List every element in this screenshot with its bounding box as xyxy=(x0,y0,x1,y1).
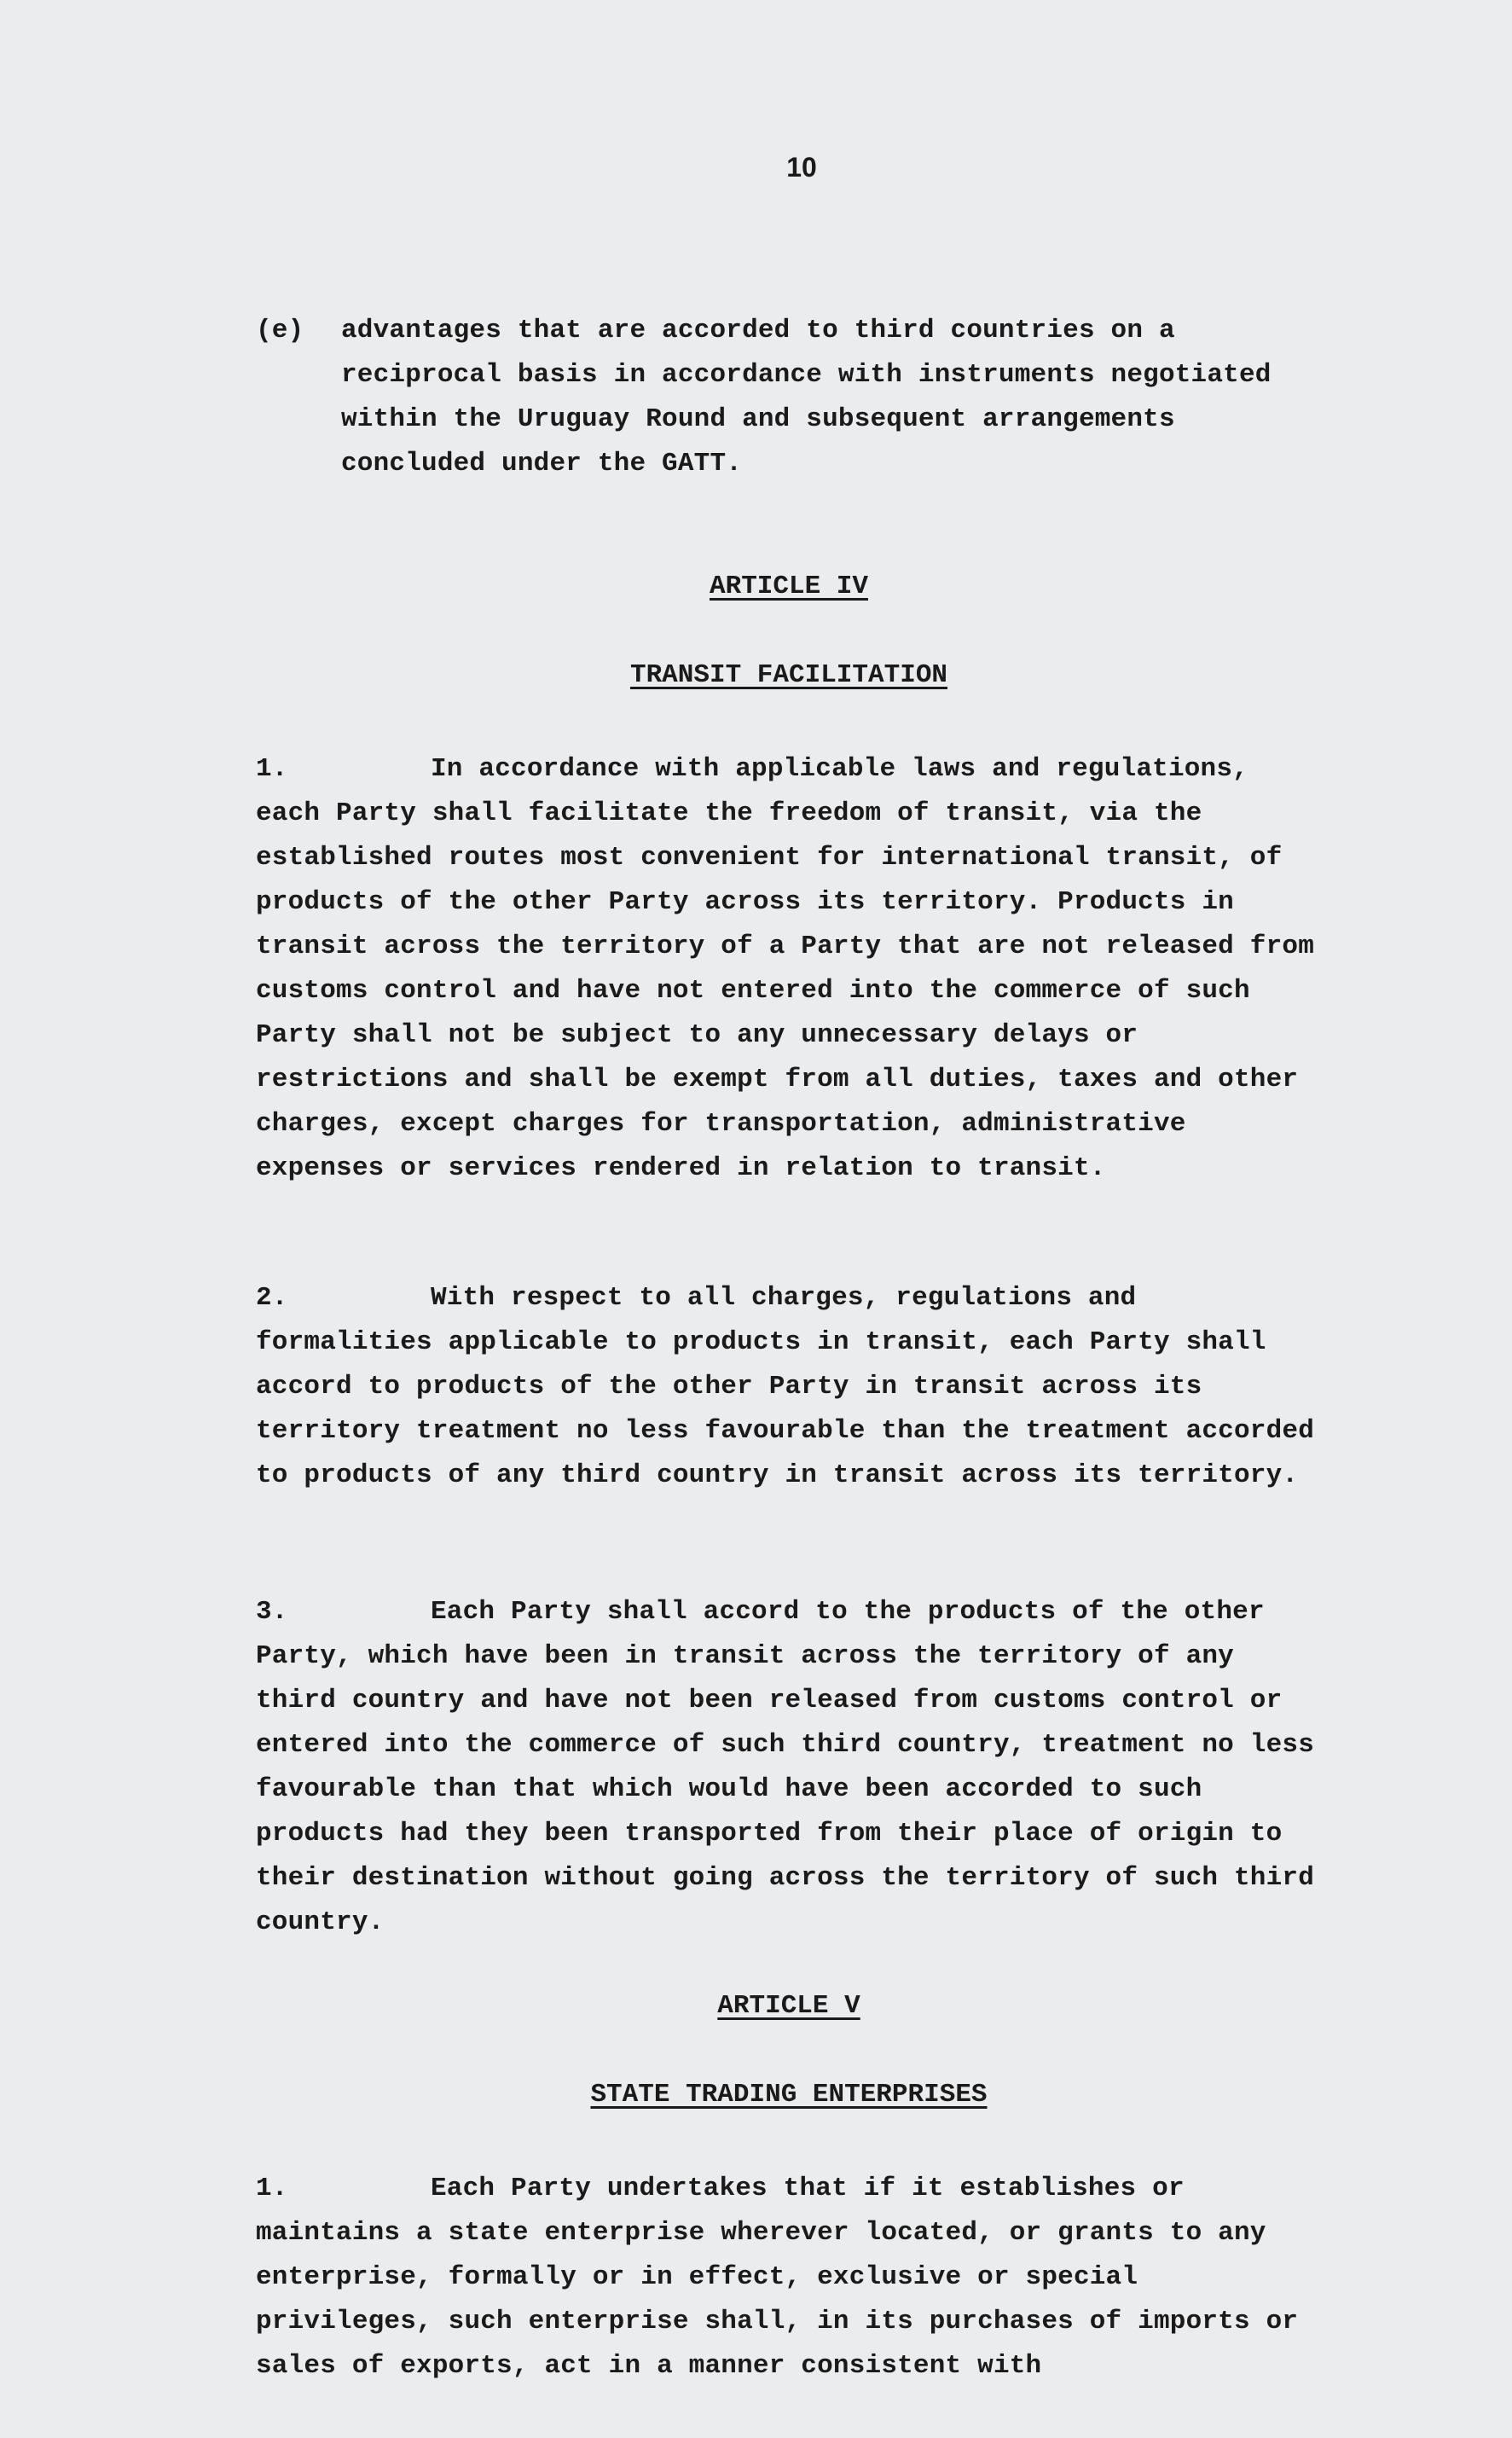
paragraph-number: 1. xyxy=(256,754,288,784)
page-number: 10 xyxy=(786,152,817,183)
article-iv-heading: ARTICLE IV xyxy=(709,572,869,601)
paragraph-number: 2. xyxy=(256,1283,288,1313)
paragraph-text: With respect to all charges, regulations and formalities applicable to products in transit, each Party shall accord to products of the other Party in transit across its territory treatment no less favourable than the treatment accorded to products of any third country in transit across its territory. xyxy=(256,1283,1314,1490)
item-e-marker: (e) xyxy=(256,316,304,345)
paragraph-number: 1. xyxy=(256,2174,288,2203)
article-v-paragraph-1 xyxy=(256,2167,1322,2389)
paragraph-number: 3. xyxy=(256,1597,288,1627)
article-iv-paragraph-3 xyxy=(256,1590,1322,1945)
article-iv-title: TRANSIT FACILITATION xyxy=(629,660,948,690)
article-iv-paragraph-2 xyxy=(256,1276,1322,1498)
article-iv-paragraph-1 xyxy=(256,747,1322,1191)
item-e xyxy=(256,309,1322,486)
article-v-heading: ARTICLE V xyxy=(717,1991,860,2021)
article-v-title: STATE TRADING ENTERPRISES xyxy=(590,2080,988,2110)
paragraph-text: In accordance with applicable laws and regulations, each Party shall facilitate the freedom of transit, via the established routes most convenient for international transit, of products of the other Party across its territory. Products in transit across the territory of a Party that are not released from customs control and have not entered into the commerce of such Party shall not be subject to any unnecessary delays or restrictions and shall be exempt from all duties, taxes and other charges, except charges for transportation, administrative expenses or services rendered in relation to transit. xyxy=(256,754,1314,1183)
paragraph-text: Each Party undertakes that if it establishes or maintains a state enterprise wherever located, or grants to any enterprise, formally or in effect, exclusive or special privileges, such enterprise shall, in its purchases of imports or sales of exports, act in a manner consistent with xyxy=(256,2174,1299,2381)
paragraph-text: Each Party shall accord to the products of the other Party, which have been in transit across the territory of any third country and have not been released from customs control or entered into the commerce of such third country, treatment no less favourable than that which would have been accorded to such products had they been transported from their place of origin to their destination without going across the territory of such third country. xyxy=(256,1597,1314,1937)
item-e-text: advantages that are accorded to third countries on a reciprocal basis in accordance with instruments negotiated within the Uruguay Round and subsequent arrangements concluded under the GATT. xyxy=(341,316,1272,479)
